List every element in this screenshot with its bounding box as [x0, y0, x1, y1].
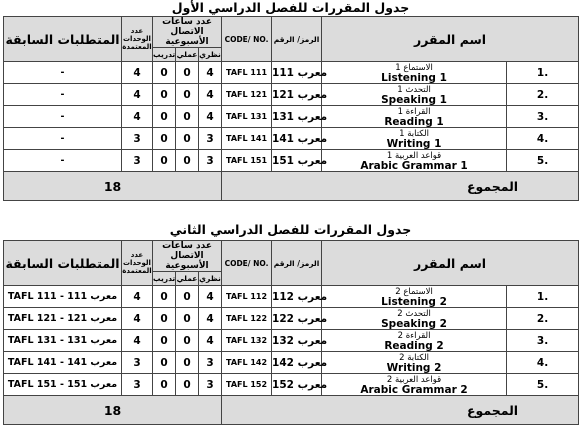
- course-name-en: Arabic Grammar 2: [360, 383, 468, 396]
- row-number: 4.: [507, 352, 579, 374]
- header-training: تدريب: [153, 48, 176, 62]
- credits-cell: 3: [122, 128, 153, 150]
- training-cell: 0: [153, 62, 176, 84]
- prereq-cell: -: [4, 62, 122, 84]
- code-en-cell: TAFL 151: [222, 150, 272, 172]
- course-name-ar: القراءة 2: [397, 330, 431, 341]
- training-cell: 0: [153, 374, 176, 396]
- theory-cell: 4: [199, 308, 222, 330]
- code-en-cell: TAFL 142: [222, 352, 272, 374]
- course-name-ar: التحدث 2: [397, 308, 431, 319]
- theory-cell: 4: [199, 330, 222, 352]
- training-cell: 0: [153, 308, 176, 330]
- row-number: 4.: [507, 128, 579, 150]
- total-value: 18: [4, 396, 222, 425]
- prereq-cell: -: [4, 128, 122, 150]
- header-code-en: CODE/ NO.: [222, 241, 272, 286]
- code-en-cell: TAFL 112: [222, 286, 272, 308]
- code-en-cell: TAFL 131: [222, 106, 272, 128]
- practical-cell: 0: [176, 374, 199, 396]
- course-name-cell: [322, 352, 507, 374]
- course-name-en: Listening 1: [381, 71, 447, 84]
- training-cell: 0: [153, 150, 176, 172]
- course-table: [3, 16, 579, 201]
- prereq-cell: TAFL 121 - معرب 121: [4, 308, 122, 330]
- practical-cell: 0: [176, 106, 199, 128]
- code-ar-cell: معرب 132: [272, 330, 322, 352]
- course-name-en: Speaking 1: [381, 93, 447, 106]
- prereq-cell: -: [4, 84, 122, 106]
- code-ar-cell: معرب 122: [272, 308, 322, 330]
- credits-cell: 3: [122, 374, 153, 396]
- credits-cell: 4: [122, 286, 153, 308]
- prereq-cell: TAFL 131 - معرب 131: [4, 330, 122, 352]
- code-en-cell: TAFL 122: [222, 308, 272, 330]
- theory-cell: 4: [199, 286, 222, 308]
- theory-cell: 3: [199, 150, 222, 172]
- header-hours-group: عدد ساعات الاتصال الأسبوعية: [153, 17, 222, 48]
- code-en-cell: TAFL 111: [222, 62, 272, 84]
- course-name-en: Speaking 2: [381, 317, 447, 330]
- course-name-ar: القراءة 1: [397, 106, 431, 117]
- practical-cell: 0: [176, 352, 199, 374]
- theory-cell: 4: [199, 84, 222, 106]
- course-name-en: Writing 1: [386, 137, 442, 150]
- header-prereq: المتطلبات السابقة: [4, 241, 122, 286]
- table-row: [4, 84, 579, 106]
- training-cell: 0: [153, 84, 176, 106]
- code-ar-cell: معرب 142: [272, 352, 322, 374]
- prereq-cell: TAFL 111 - معرب 111: [4, 286, 122, 308]
- row-number: 2.: [507, 308, 579, 330]
- header-code-ar: الرمز/ الرقم: [272, 17, 322, 62]
- course-name-en: Reading 1: [384, 115, 444, 128]
- credits-cell: 4: [122, 106, 153, 128]
- credits-cell: 3: [122, 352, 153, 374]
- course-name-ar: الكتابة 2: [399, 352, 429, 363]
- credits-cell: 4: [122, 330, 153, 352]
- code-en-cell: TAFL 141: [222, 128, 272, 150]
- practical-cell: 0: [176, 84, 199, 106]
- row-number: 3.: [507, 330, 579, 352]
- course-name-ar: الاستماع 2: [395, 286, 433, 297]
- header-code-ar: الرمز/ الرقم: [272, 241, 322, 286]
- course-name-cell: [322, 286, 507, 308]
- row-number: 5.: [507, 374, 579, 396]
- course-name-en: Writing 2: [386, 361, 442, 374]
- practical-cell: 0: [176, 286, 199, 308]
- header-practical: عملي: [176, 48, 199, 62]
- code-ar-cell: معرب 112: [272, 286, 322, 308]
- table-row: [4, 62, 579, 84]
- credits-cell: 3: [122, 150, 153, 172]
- training-cell: 0: [153, 352, 176, 374]
- course-name-cell: [322, 308, 507, 330]
- training-cell: 0: [153, 286, 176, 308]
- training-cell: 0: [153, 128, 176, 150]
- course-name-cell: [322, 150, 507, 172]
- practical-cell: 0: [176, 128, 199, 150]
- credits-cell: 4: [122, 308, 153, 330]
- row-number: 1.: [507, 62, 579, 84]
- table-row: [4, 150, 579, 172]
- course-name-ar: الاستماع 1: [395, 62, 433, 73]
- total-value: 18: [4, 172, 222, 201]
- theory-cell: 3: [199, 128, 222, 150]
- prereq-cell: TAFL 141 - معرب 141: [4, 352, 122, 374]
- course-name-cell: [322, 330, 507, 352]
- table-row: [4, 128, 579, 150]
- header-prereq: المتطلبات السابقة: [4, 17, 122, 62]
- table-row: [4, 352, 579, 374]
- course-table: [3, 240, 579, 425]
- prereq-cell: -: [4, 106, 122, 128]
- course-name-cell: [322, 106, 507, 128]
- row-number: 5.: [507, 150, 579, 172]
- total-label: المجموع: [222, 396, 579, 425]
- code-en-cell: TAFL 132: [222, 330, 272, 352]
- theory-cell: 3: [199, 374, 222, 396]
- credits-cell: 4: [122, 84, 153, 106]
- header-credits: عدد الوحدات المعتمدة: [122, 241, 153, 286]
- prereq-cell: -: [4, 150, 122, 172]
- code-ar-cell: معرب 121: [272, 84, 322, 106]
- course-name-ar: التحدث 1: [397, 84, 431, 95]
- row-number: 2.: [507, 84, 579, 106]
- header-credits: عدد الوحدات المعتمدة: [122, 17, 153, 62]
- training-cell: 0: [153, 106, 176, 128]
- course-name-cell: [322, 128, 507, 150]
- code-en-cell: TAFL 152: [222, 374, 272, 396]
- header-theory: نظري: [199, 48, 222, 62]
- semester-title: جدول المقررات للفصل الدراسي الأول: [171, 0, 410, 15]
- header-hours-group: عدد ساعات الاتصال الأسبوعية: [153, 241, 222, 272]
- header-practical: عملي: [176, 272, 199, 286]
- practical-cell: 0: [176, 150, 199, 172]
- header-course: اسم المقرر: [322, 17, 579, 62]
- header-course: اسم المقرر: [322, 241, 579, 286]
- course-name-cell: [322, 374, 507, 396]
- course-name-ar: قواعد العربية 2: [386, 374, 442, 385]
- practical-cell: 0: [176, 330, 199, 352]
- course-name-cell: [322, 62, 507, 84]
- course-name-ar: قواعد العربية 1: [386, 150, 442, 161]
- theory-cell: 3: [199, 352, 222, 374]
- prereq-cell: TAFL 151 - معرب 151: [4, 374, 122, 396]
- row-number: 1.: [507, 286, 579, 308]
- table-row: [4, 308, 579, 330]
- table-row: [4, 106, 579, 128]
- course-name-en: Arabic Grammar 1: [360, 159, 468, 172]
- header-theory: نظري: [199, 272, 222, 286]
- theory-cell: 4: [199, 62, 222, 84]
- theory-cell: 4: [199, 106, 222, 128]
- course-name-en: Reading 2: [384, 339, 444, 352]
- code-ar-cell: معرب 111: [272, 62, 322, 84]
- course-name-en: Listening 2: [381, 295, 447, 308]
- course-name-ar: الكتابة 1: [399, 128, 429, 139]
- code-ar-cell: معرب 152: [272, 374, 322, 396]
- table-row: [4, 374, 579, 396]
- training-cell: 0: [153, 330, 176, 352]
- practical-cell: 0: [176, 308, 199, 330]
- table-row: [4, 286, 579, 308]
- course-name-cell: [322, 84, 507, 106]
- row-number: 3.: [507, 106, 579, 128]
- practical-cell: 0: [176, 62, 199, 84]
- code-ar-cell: معرب 151: [272, 150, 322, 172]
- table-row: [4, 330, 579, 352]
- total-label: المجموع: [222, 172, 579, 201]
- credits-cell: 4: [122, 62, 153, 84]
- header-code-en: CODE/ NO.: [222, 17, 272, 62]
- header-training: تدريب: [153, 272, 176, 286]
- code-en-cell: TAFL 121: [222, 84, 272, 106]
- code-ar-cell: معرب 141: [272, 128, 322, 150]
- code-ar-cell: معرب 131: [272, 106, 322, 128]
- semester-title: جدول المقررات للفصل الدراسي الثاني: [169, 222, 412, 237]
